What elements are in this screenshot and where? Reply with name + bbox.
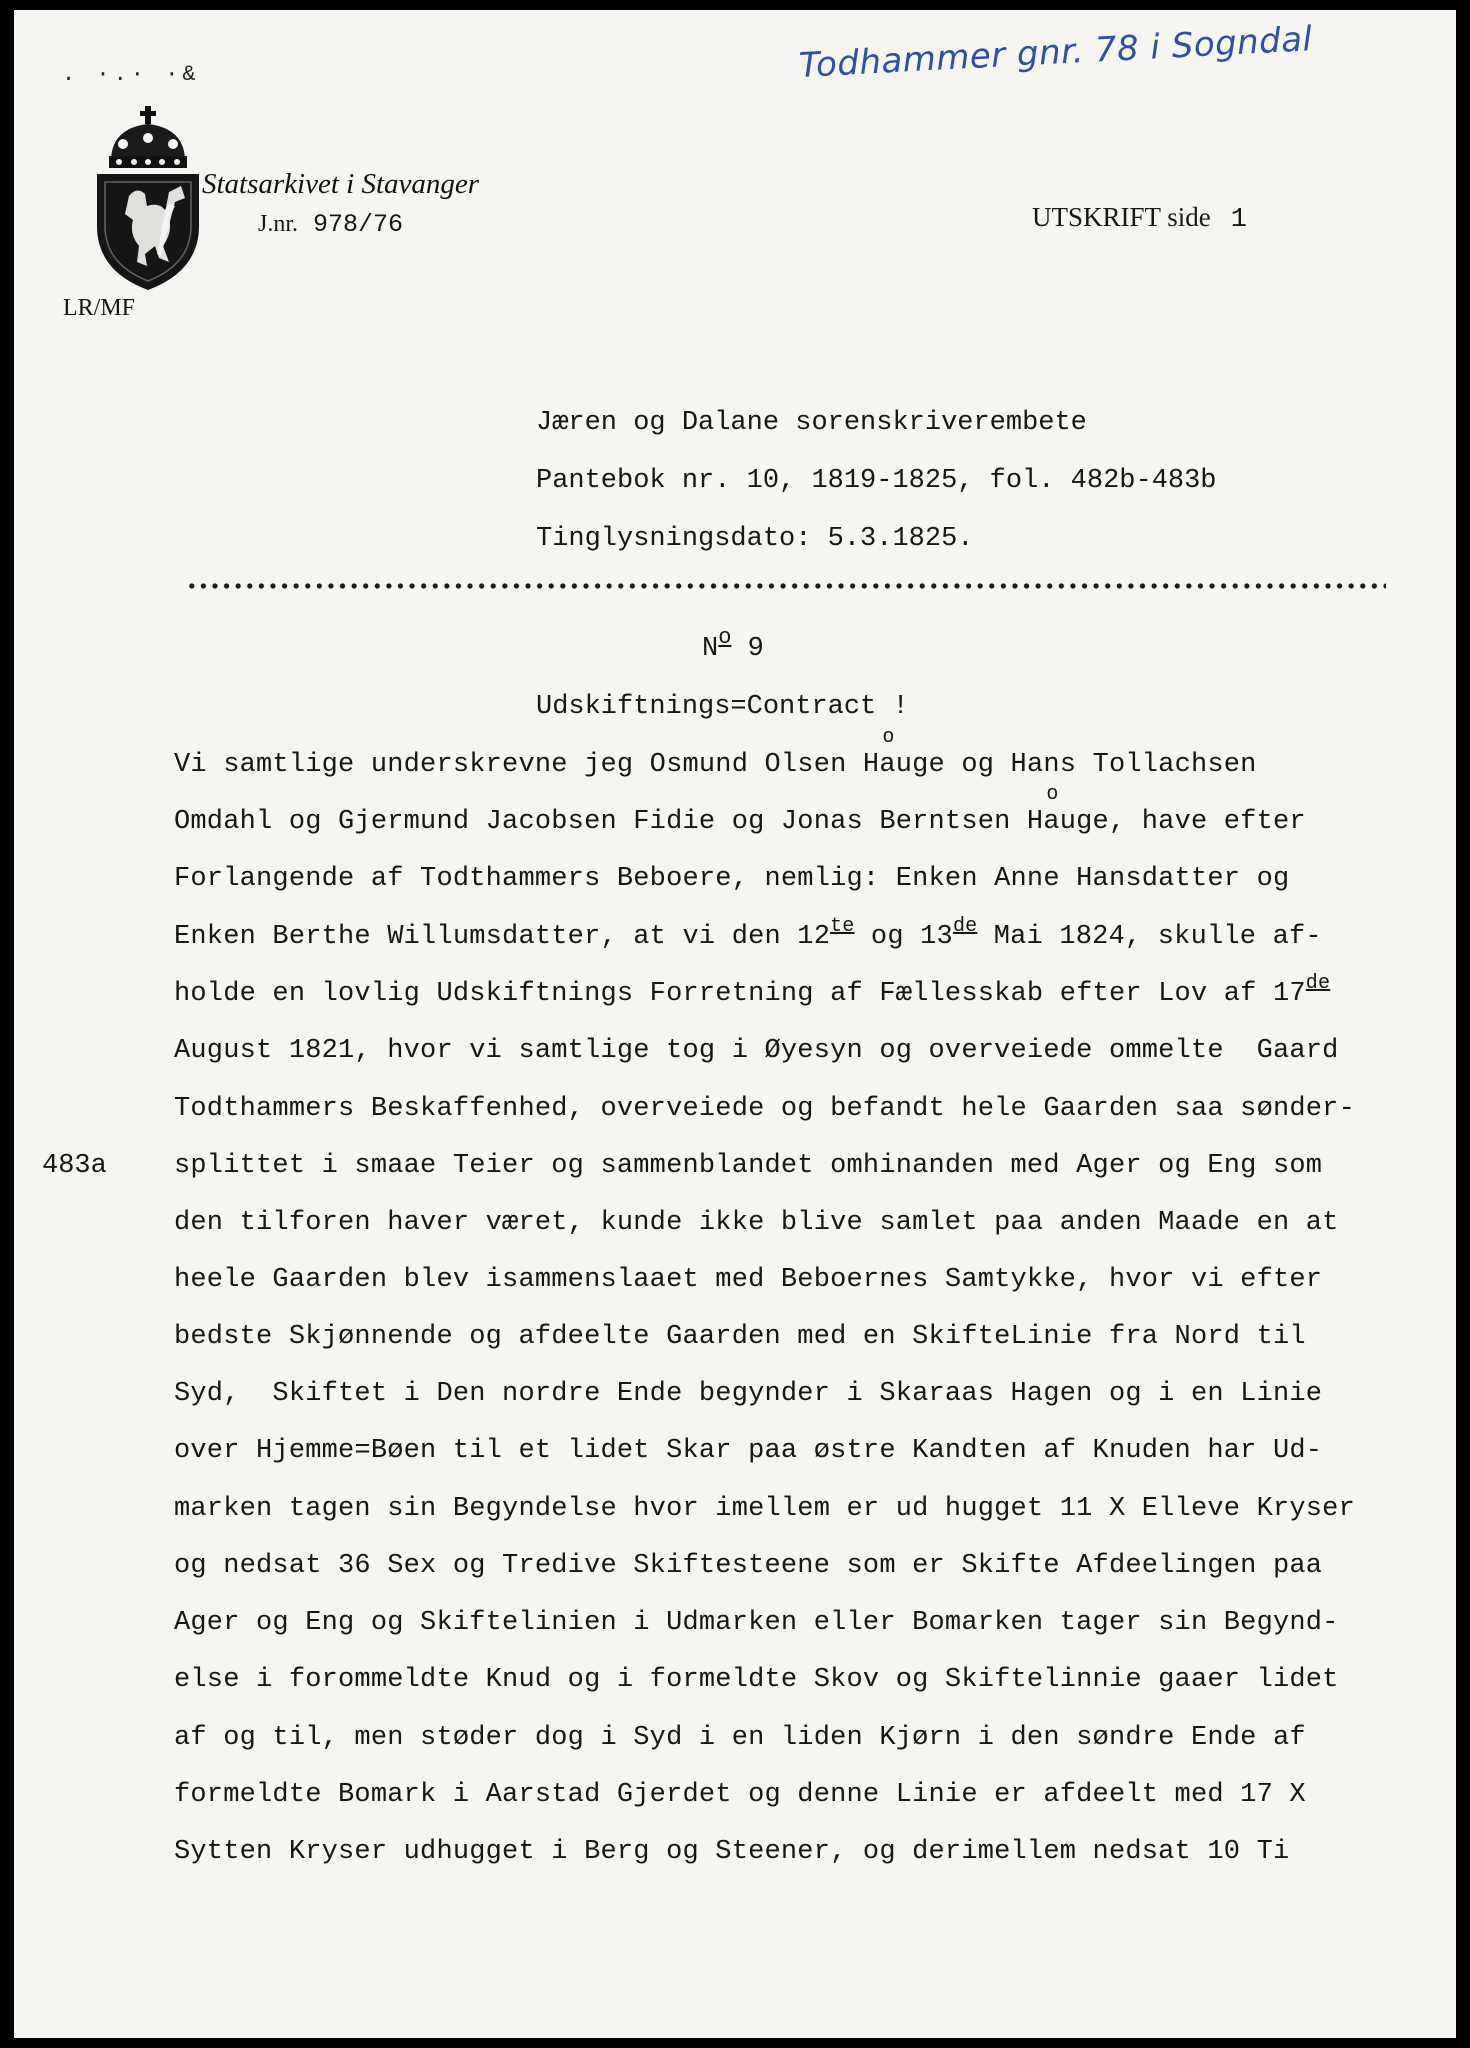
archive-name: Statsarkivet i Stavanger <box>202 168 480 200</box>
body-line-1b: auge og Hans Tollachsen <box>879 750 1257 780</box>
document-number-value: 9 <box>747 634 764 664</box>
crown-cross-bar <box>140 111 156 116</box>
body-line-5 <box>174 972 1331 1009</box>
body-line-1a: Vi samtlige underskrevne jeg Osmund Olsen H <box>174 750 880 780</box>
document-page <box>14 10 1456 2038</box>
body-line-7: Todthammers Beskaffenhed, overveiede og befandt hele Gaarden saa sønder- <box>174 1094 1355 1124</box>
body-line-14: marken tagen sin Begyndelse hvor imellem er ud hugget 11 X Elleve Kryser <box>174 1494 1355 1524</box>
mortgage-book-line: Pantebok nr. 10, 1819-1825, fol. 482b-483b <box>536 466 1217 496</box>
coat-of-arms-icon <box>89 106 207 292</box>
body-line-1-ring <box>879 750 1256 780</box>
dotted-divider <box>186 582 1386 590</box>
body-line-15: og nedsat 36 Sex og Tredive Skiftesteene som er Skifte Afdeelingen paa <box>174 1551 1323 1581</box>
journal-number-value: 978/76 <box>313 210 404 239</box>
body-line-4-sup-2: de <box>952 915 978 938</box>
number-sign-sup: o <box>718 625 732 650</box>
body-line-9: den tilforen haver været, kunde ikke blive samlet paa anden Maade en at <box>174 1208 1339 1238</box>
body-line-2 <box>174 807 1306 837</box>
body-line-12: Syd, Skiftet i Den nordre Ende begynder i Skaraas Hagen og i en Linie <box>174 1379 1323 1409</box>
body-line-4c: Mai 1824, skulle af- <box>977 922 1322 952</box>
body-line-6: August 1821, hvor vi samtlige tog i Øyesyn og overveiede ommelte Gaard <box>174 1036 1339 1066</box>
body-line-17: else i forommeldte Knud og i formeldte Skov og Skiftelinnie gaaer lidet <box>174 1665 1339 1695</box>
body-line-8: splittet i smaae Teier og sammenblandet omhinanden med Ager og Eng som <box>174 1151 1323 1181</box>
body-line-2-ring <box>1043 807 1305 837</box>
body-line-5-sup: de <box>1305 972 1331 995</box>
office-line: Jæren og Dalane sorenskriverembete <box>536 408 1087 438</box>
folio-margin-note: 483a <box>42 1151 107 1181</box>
journal-number <box>258 210 403 239</box>
body-line-20: Sytten Kryser udhugget i Berg og Steener, og derimellem nedsat 10 Ti <box>174 1837 1290 1867</box>
transcript-page-label <box>1032 202 1247 235</box>
body-line-4a: Enken Berthe Willumsdatter, at vi den 12 <box>174 922 831 952</box>
body-line-4-sup-1: te <box>830 915 855 938</box>
number-sign-letter: N <box>702 634 719 664</box>
body-line-11: bedste Skjønnende og afdeelte Gaarden med en SkifteLinie fra Nord til <box>174 1322 1306 1352</box>
body-line-4b: og 13 <box>854 922 953 952</box>
body-line-18: af og til, men støder dog i Syd i en liden Kjørn i den søndre Ende af <box>174 1723 1306 1753</box>
body-line-1 <box>174 750 1257 780</box>
registration-date-line: Tinglysningsdato: 5.3.1825. <box>536 524 974 554</box>
clerk-initials: LR/MF <box>63 295 136 321</box>
page-number: 1 <box>1230 205 1247 235</box>
body-line-2b: auge, have efter <box>1043 807 1306 837</box>
body-line-13: over Hjemme=Bøen til et lidet Skar paa østre Kandten af Knuden har Ud- <box>174 1436 1323 1466</box>
document-number <box>702 625 764 664</box>
body-line-5a: holde en lovlig Udskiftnings Forretning af Fællesskab efter Lov af 17 <box>174 979 1306 1009</box>
body-line-16: Ager og Eng og Skiftelinien i Udmarken eller Bomarken tager sin Begynd- <box>174 1608 1339 1638</box>
body-line-4 <box>174 915 1322 952</box>
body-line-19: formeldte Bomark i Aarstad Gjerdet og denne Linie er afdeelt med 17 X <box>174 1780 1306 1810</box>
stray-marks: . ·.· ·& <box>62 62 200 87</box>
handwritten-annotation: Todhammer gnr. 78 i Sogndal <box>797 19 1314 86</box>
number-sign <box>702 625 732 664</box>
document-title: Udskiftnings=Contract ! <box>536 692 909 722</box>
body-line-3: Forlangende af Todthammers Beboere, nemlig: Enken Anne Hansdatter og <box>174 864 1290 894</box>
transcript-label: UTSKRIFT side <box>1032 202 1211 232</box>
body-line-10: heele Gaarden blev isammenslaaet med Beboernes Samtykke, hvor vi efter <box>174 1265 1323 1295</box>
body-line-2a: Omdahl og Gjermund Jacobsen Fidie og Jonas Berntsen H <box>174 807 1044 837</box>
journal-number-label: J.nr. <box>258 211 299 237</box>
